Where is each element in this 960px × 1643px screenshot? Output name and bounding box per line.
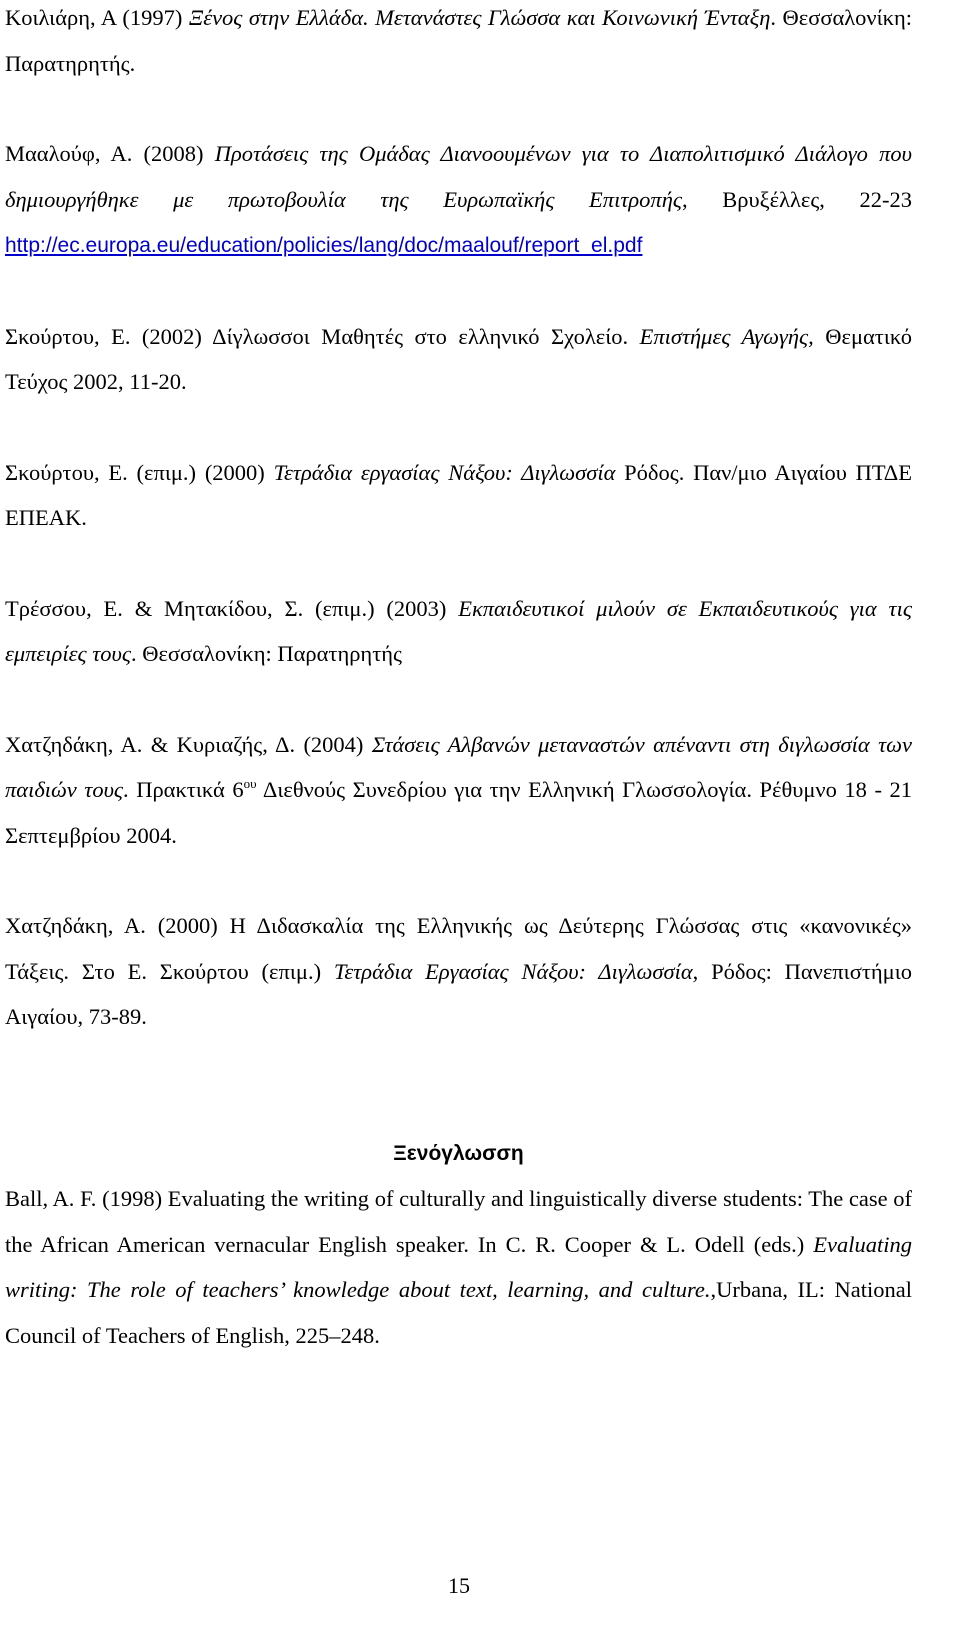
spacer [5, 1040, 912, 1131]
ref-url-link[interactable]: http://ec.europa.eu/education/policies/lang/doc/maalouf/report_el.pdf [5, 234, 643, 257]
ref-publisher: . Πρακτικά 6 [123, 777, 244, 802]
ref-publisher: Θεματικό Τεύχος 2002, 11-20. [5, 323, 912, 394]
spacer [5, 405, 912, 450]
reference-list [5, 0, 912, 1358]
ref-publisher: ,Urbana, IL: National Council of Teachers of English, 225–248. [5, 1277, 912, 1348]
ref-author: Σκούρτου, Ε. (2002) Δίγλωσσοι Μαθητές στο ελληνικό Σχολείο. [5, 323, 640, 349]
ref-title: Στάσεις Αλβανών μεταναστών απέναντι στη διγλωσσία των παιδιών τους [5, 731, 913, 802]
ref-title: Evaluating writing: The role of teachers’ knowledge about text, learning, and culture. [5, 1231, 912, 1302]
ref-publisher: Διεθνούς Συνεδρίου για την Ελληνική Γλωσσολογία. Ρέθυμνο 18 - 21 Σεπτεμβρίου 2004. [5, 777, 912, 848]
reference-entry [5, 0, 912, 86]
ref-title: Τετράδια εργασίας Νάξου: Διγλωσσία [273, 459, 616, 485]
reference-entry [5, 131, 912, 269]
page-number: 15 [448, 1573, 470, 1598]
ref-author: Κοιλιάρη, Α (1997) [5, 5, 189, 30]
ref-publisher: . Θεσσαλονίκη: Παρατηρητής. [5, 5, 912, 76]
ref-author: Ball, A. F. (1998) Evaluating the writing of culturally and linguistically diverse students: The case of the African American vernacular English speaker. In C. R. Cooper & L. Odell (eds.) [5, 1186, 912, 1257]
ref-publisher: Ρόδος. Παν/μιο Αιγαίου ΠΤΔΕ ΕΠΕΑΚ. [5, 459, 912, 530]
reference-entry [5, 903, 912, 1040]
ref-author: Χατζηδάκη, Α. (2000) Η Διδασκαλία της Ελληνικής ως Δεύτερης Γλώσσας στις «κανονικές» Τάξεις. Στο Ε. Σκούρτου (επιμ.) [5, 913, 912, 984]
reference-entry [5, 722, 912, 859]
ref-title: Ξένος στην Ελλάδα. Μετανάστες Γλώσσα και Κοινωνική Ένταξη [188, 5, 771, 30]
spacer [5, 858, 912, 903]
reference-entry [5, 450, 912, 541]
spacer [5, 541, 912, 586]
ref-title: Προτάσεις της Ομάδας Διανοουμένων για το Διαπολιτισμικό Διάλογο που δημιουργήθηκε με πρωτοβουλία της Ευρωπαϊκής Επιτροπής [5, 141, 912, 212]
ordinal-superscript: ου [243, 776, 257, 791]
ref-author: Σκούρτου, Ε. (επιμ.) (2000) [5, 459, 274, 485]
ref-author: Τρέσσου, Ε. & Μητακίδου, Σ. (επιμ.) (2003) [5, 595, 459, 621]
spacer [5, 677, 912, 722]
ref-publisher: , Ρόδος: Πανεπιστήμιο Αιγαίου, 73-89. [5, 958, 913, 1029]
ref-author: Μααλούφ, Α. (2008) [5, 141, 215, 166]
ref-title: Τετράδια Εργασίας Νάξου: Διγλωσσία [333, 958, 693, 984]
section-heading: Ξενόγλωσση [393, 1141, 524, 1165]
ref-title: Επιστήμες Αγωγής, [639, 323, 814, 349]
ref-author: Χατζηδάκη, Α. & Κυριαζής, Δ. (2004) [5, 731, 372, 757]
spacer [5, 269, 912, 314]
spacer [5, 86, 912, 131]
ref-publisher: . Θεσσαλονίκη: Παρατηρητής [130, 641, 402, 666]
reference-entry [5, 314, 912, 405]
reference-entry [5, 1176, 912, 1358]
ref-publisher: , Βρυξέλλες, 22-23 [682, 186, 913, 212]
reference-entry [5, 586, 912, 677]
ref-title: Εκπαιδευτικοί μιλούν σε Εκπαιδευτικούς για τις εμπειρίες τους [5, 595, 912, 666]
